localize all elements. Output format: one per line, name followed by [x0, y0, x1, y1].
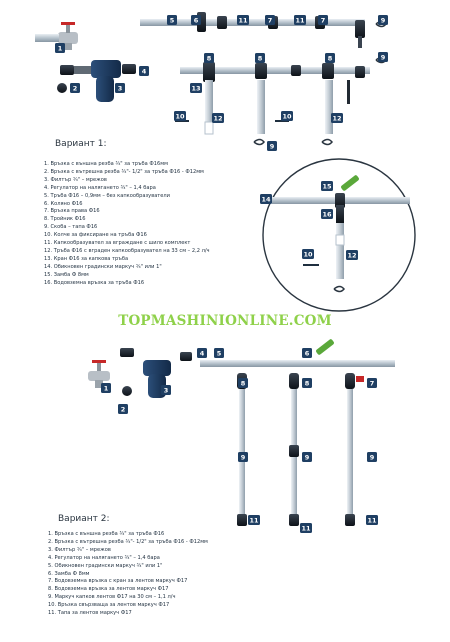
variant2-legend-item: 5. Обикновен градински маркуч ¾" или 1": [48, 562, 163, 569]
variant1-legend-item: 16. Водовземна връзка за тръба Ф16: [44, 279, 145, 286]
part-badge: [331, 113, 343, 123]
part-badge: [238, 378, 248, 388]
part-badge-label: 11: [249, 516, 259, 525]
part-badge-label: 7: [369, 379, 375, 388]
part-badge-label: 16: [322, 210, 332, 219]
variant2-legend: [48, 531, 208, 618]
part-badge-label: 9: [240, 453, 246, 462]
detail-magnifier: [263, 159, 415, 311]
part-badge: [118, 404, 128, 414]
part-badge-label: 8: [257, 54, 263, 63]
variant2-legend-item: 11. Тапа за лентов маркуч Ф17: [48, 610, 132, 617]
part-badge: [214, 348, 224, 358]
part-badge: [55, 43, 65, 53]
part-badge-label: 1: [103, 384, 109, 393]
variant1-legend-item: 14. Обикновен градински маркуч ¾" или 1": [44, 263, 162, 270]
part-badge: [346, 250, 358, 260]
variant2-legend-item: 7. Водовземна връзка с кран за лентов маркуч Ф17: [48, 578, 188, 585]
part-badge: [367, 452, 377, 462]
part-badge-label: 12: [332, 114, 342, 123]
part-badge: [255, 53, 265, 63]
variant1-title: Вариант 1:: [55, 139, 107, 149]
fitting-icon: [57, 83, 67, 93]
part-badge: [161, 385, 171, 395]
part-badge-label: 10: [303, 250, 313, 259]
part-badge: [101, 383, 111, 393]
part-badge: [294, 15, 306, 25]
variant1-legend-item: 3. Филтър ¾" – мрежов: [44, 176, 107, 183]
part-badge-label: 11: [301, 524, 311, 533]
part-badge-label: 8: [327, 54, 333, 63]
variant2-diagram: [88, 338, 395, 526]
part-badge-label: 10: [175, 112, 185, 121]
variant1-legend: [44, 161, 210, 288]
part-badge: [174, 111, 186, 121]
variant1-legend-item: 7. Връзка права Ф16: [44, 208, 100, 215]
part-badge-label: 2: [72, 84, 78, 93]
part-badge: [318, 15, 328, 25]
variant1-legend-item: 1. Връзка с външна резба ¾" за тръба Ф16мм: [44, 161, 168, 167]
part-badge-label: 11: [367, 516, 377, 525]
variant1-legend-item: 11. Капкообразувател за вграждане с шило комплект: [44, 240, 191, 247]
regulator-icon: [122, 64, 136, 74]
part-badge: [302, 452, 312, 462]
part-badge-label: 15: [322, 182, 332, 191]
part-badge-label: 11: [295, 16, 305, 25]
part-badge: [260, 194, 272, 204]
variant1-legend-item: 12. Тръба Ф16 с вграден капкообразувател на 33 см – 2,2 л/ч: [44, 247, 210, 254]
part-badge-label: 13: [191, 84, 201, 93]
watermark: TOPMASHINIONLINE.COM: [118, 313, 332, 329]
part-badge-label: 6: [193, 16, 199, 25]
part-badge: [139, 66, 149, 76]
variant2-legend-item: 10. Връзка свързваща за лентов маркуч Ф17: [48, 602, 170, 609]
variant2-legend-item: 4. Регулатор на налягането ¾" – 1,4 бара: [48, 554, 160, 561]
variant1-legend-item: 9. Скоба – тапа Ф16: [44, 224, 98, 231]
part-badge-label: 2: [120, 405, 126, 414]
part-badge-label: 12: [347, 251, 357, 260]
variant2-legend-item: 6. Замба Ф 8мм: [48, 570, 90, 577]
part-badge-label: 10: [282, 112, 292, 121]
part-badge-label: 14: [261, 195, 271, 204]
part-badge-label: 6: [304, 349, 310, 358]
variant1-legend-item: 13. Кран Ф16 за капкова тръба: [44, 255, 129, 262]
part-badge-label: 5: [216, 349, 222, 358]
filter-icon: [91, 60, 121, 102]
variant1-legend-item: 15. Замба Ф 8мм: [44, 271, 89, 278]
part-badge-label: 8: [304, 379, 310, 388]
part-badge-label: 4: [199, 349, 205, 358]
part-badge: [321, 181, 333, 191]
part-badge: [281, 111, 293, 121]
part-badge: [248, 515, 260, 525]
part-badge: [378, 52, 388, 62]
connector-icon: [60, 65, 74, 75]
part-badge-label: 7: [320, 16, 326, 25]
part-badge-label: 9: [369, 453, 375, 462]
part-badge: [167, 15, 177, 25]
part-badge-label: 7: [267, 16, 273, 25]
part-badge: [204, 53, 214, 63]
part-badge: [366, 515, 378, 525]
variant2-legend-item: 2. Връзка с вътрешна резба ¾"- 1/2" за тръба Ф16 - Ф12мм: [48, 538, 208, 545]
variant2-legend-item: 9. Маркуч капков лентов Ф17 на 30 см – 1,1 л/ч: [48, 594, 176, 601]
variant2-legend-item: 1. Връзка с външна резба ¾" за тръба Ф16: [48, 531, 165, 537]
part-badge-label: 4: [141, 67, 147, 76]
part-badge-label: 12: [213, 114, 223, 123]
variant1-legend-item: 4. Регулатор на налягането ¾" – 1,4 бара: [44, 184, 156, 191]
variant2-legend-item: 8. Водовземна връзка за лентов маркуч Ф17: [48, 586, 169, 593]
part-badge: [191, 15, 201, 25]
part-badge: [238, 452, 248, 462]
variant1-legend-item: 8. Тройник Ф16: [44, 216, 86, 223]
part-badge: [367, 378, 377, 388]
part-badge: [302, 348, 312, 358]
green-pin-icon: [315, 338, 334, 355]
part-badge-label: 1: [57, 44, 63, 53]
part-badge-label: 5: [169, 16, 175, 25]
part-badge: [115, 83, 125, 93]
garden-hose: [200, 360, 395, 367]
variant1-legend-item: 10. Колче за фиксиране на тръба Ф16: [44, 232, 147, 239]
part-badge: [302, 378, 312, 388]
part-badge: [265, 15, 275, 25]
part-badge-label: 11: [238, 16, 248, 25]
part-badge: [237, 15, 249, 25]
part-badge: [302, 249, 314, 259]
part-badge-label: 9: [380, 16, 386, 25]
part-badge-label: 9: [380, 53, 386, 62]
part-badge: [300, 523, 312, 533]
part-badge-label: 8: [240, 379, 246, 388]
part-badge: [378, 15, 388, 25]
variant2-legend-item: 3. Филтър ¾" – мрежов: [48, 546, 111, 553]
variant1-legend-item: 5. Тръба Ф16 – 0,9мм – без капкообразуватели: [44, 192, 170, 199]
part-badge-label: 8: [206, 54, 212, 63]
part-badge-label: 3: [117, 84, 123, 93]
part-badge-label: 3: [163, 386, 169, 395]
part-badge: [197, 348, 207, 358]
part-badge-label: 9: [269, 142, 275, 151]
variant2-title: Вариант 2:: [58, 514, 110, 524]
part-badge: [70, 83, 80, 93]
part-badge: [321, 209, 333, 219]
part-badge: [190, 83, 202, 93]
part-badge-label: 9: [304, 453, 310, 462]
variant1-legend-item: 2. Връзка с вътрешна резба ¾"- 1/2" за тръба Ф16 - Ф12мм: [44, 168, 204, 175]
part-badge: [325, 53, 335, 63]
part-badge: [267, 141, 277, 151]
variant1-legend-item: 6. Коляно Ф16: [44, 200, 83, 207]
part-badge: [212, 113, 224, 123]
